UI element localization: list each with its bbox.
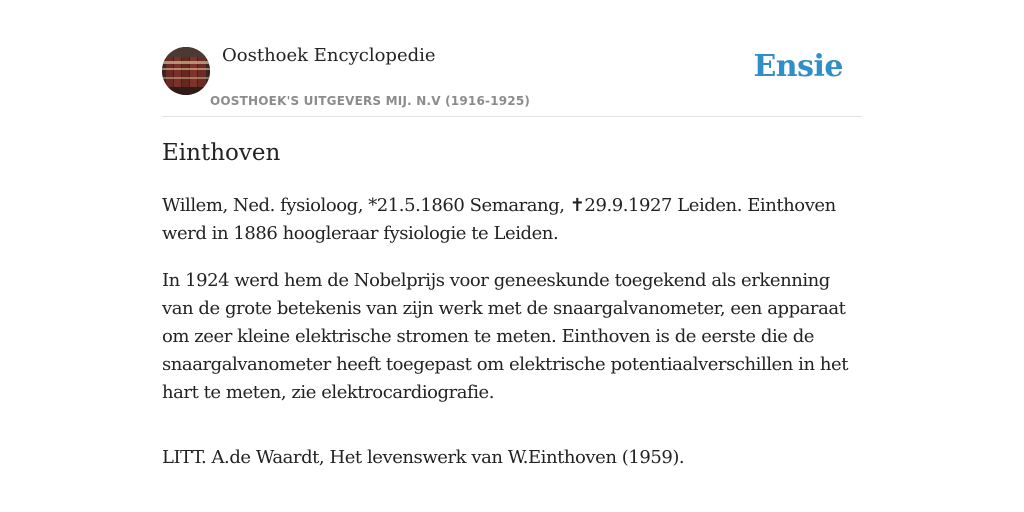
encyclopedia-books-icon	[162, 47, 210, 95]
literature-reference: LITT. A.de Waardt, Het levenswerk van W.Einthoven (1959).	[162, 447, 685, 468]
source-avatar[interactable]	[162, 47, 210, 95]
article-paragraph: In 1924 werd hem de Nobelprijs voor geneeskunde toegekend als erkenning van de grote betekenis van zijn werk met de snaargalvanometer, een apparaat om zeer kleine elektrische stromen te meten. Einthoven is de eerste die de snaargalvanometer heeft toegepast om elektrische potentiaalverschillen in het hart te meten, zie elektrocardiografie.	[162, 270, 849, 403]
article-card	[162, 0, 862, 512]
source-name[interactable]: Oosthoek Encyclopedie	[222, 45, 436, 66]
ensie-logo[interactable]: Ensie	[753, 49, 843, 84]
article-title: Einthoven	[162, 140, 281, 166]
source-subtitle: OOSTHOEK'S UITGEVERS MIJ. N.V (1916-1925)	[210, 94, 531, 108]
article-paragraph: Willem, Ned. fysioloog, *21.5.1860 Semarang, ✝29.9.1927 Leiden. Einthoven werd in 1886 hoogleraar fysiologie te Leiden.	[162, 195, 836, 244]
article-body	[162, 192, 862, 491]
source-header	[162, 0, 862, 117]
